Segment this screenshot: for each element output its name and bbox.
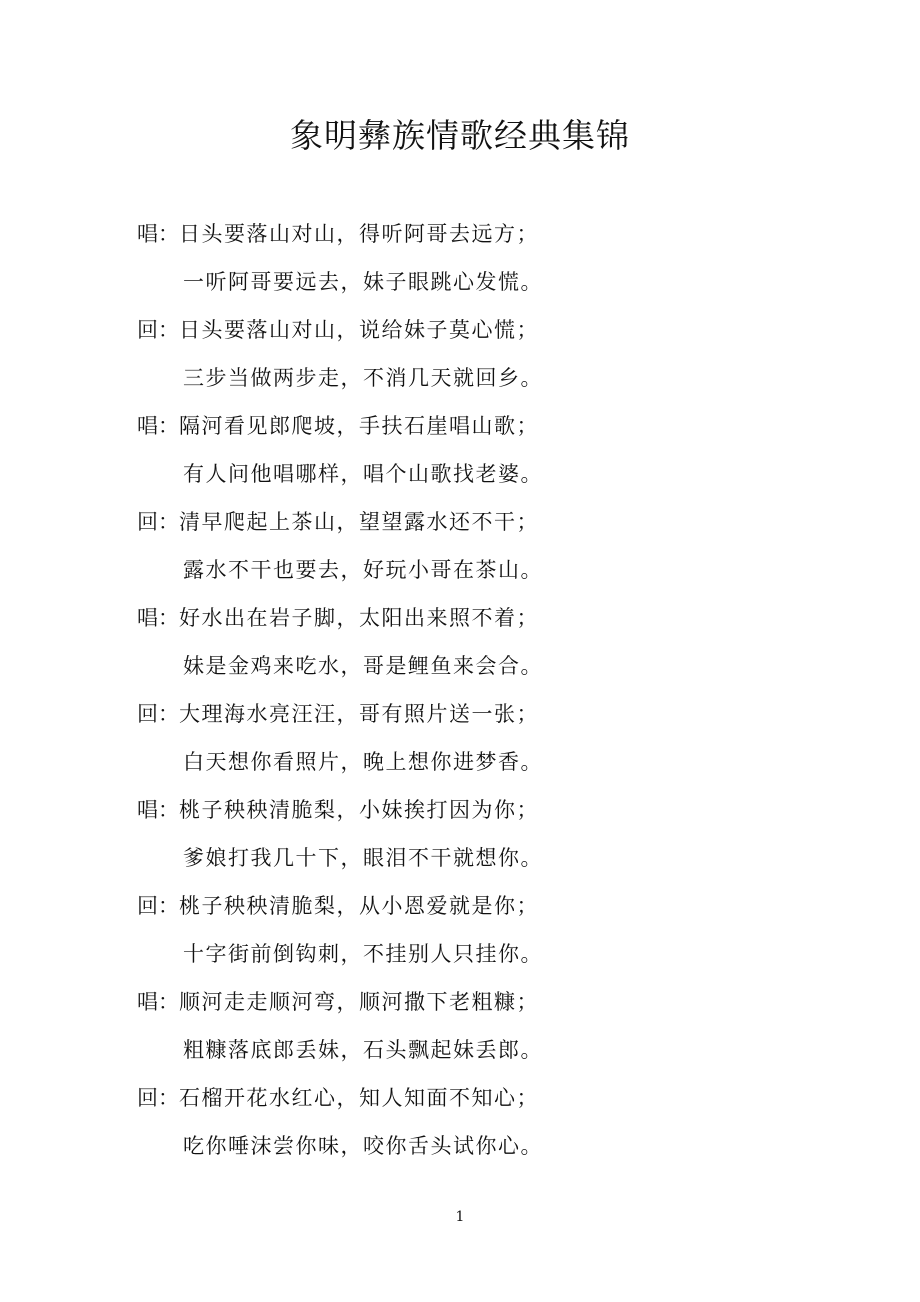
verse: [137, 594, 837, 690]
verse-first-line: [137, 594, 837, 642]
verse-first-line: [137, 306, 837, 354]
speaker-marker: 唱：: [137, 222, 179, 246]
verse-second-line: 有人问他唱哪样，唱个山歌找老婆。: [183, 462, 543, 486]
verse-line-text: 清早爬起上茶山，望望露水还不干；: [179, 510, 539, 534]
verse-first-line: [137, 402, 837, 450]
verse-second-line: 一听阿哥要远去，妹子眼跳心发慌。: [183, 270, 543, 294]
verse-first-line: [137, 210, 837, 258]
verse: [137, 402, 837, 498]
verse: [137, 1074, 837, 1170]
verse: [137, 690, 837, 786]
verse-second-line: 妹是金鸡来吃水，哥是鲤鱼来会合。: [183, 654, 543, 678]
speaker-marker: 唱：: [137, 798, 179, 822]
speaker-marker: 唱：: [137, 414, 179, 438]
verse-second-line: 十字街前倒钩刺，不挂别人只挂你。: [183, 942, 543, 966]
verse: [137, 498, 837, 594]
speaker-marker: 回：: [137, 894, 179, 918]
verse: [137, 786, 837, 882]
verse: [137, 306, 837, 402]
verse-first-line: [137, 690, 837, 738]
verse-line-text: 顺河走走顺河弯，顺河撒下老粗糠；: [179, 990, 539, 1014]
verse-first-line: [137, 786, 837, 834]
verse-line-text: 隔河看见郎爬坡，手扶石崖唱山歌；: [179, 414, 539, 438]
verse: [137, 978, 837, 1074]
verse-second-line: 三步当做两步走，不消几天就回乡。: [183, 366, 543, 390]
speaker-marker: 回：: [137, 1086, 179, 1110]
verse-line-text: 石榴开花水红心，知人知面不知心；: [179, 1086, 539, 1110]
verse-line-text: 日头要落山对山，得听阿哥去远方；: [179, 222, 539, 246]
verse-line-text: 好水出在岩子脚，太阳出来照不着；: [179, 606, 539, 630]
verse-first-line: [137, 882, 837, 930]
verse-second-line: 粗糠落底郎丢妹，石头飘起妹丢郎。: [183, 1038, 543, 1062]
speaker-marker: 唱：: [137, 606, 179, 630]
document-title: 象明彝族情歌经典集锦: [290, 116, 630, 155]
speaker-marker: 唱：: [137, 990, 179, 1014]
verse: [137, 882, 837, 978]
verse-line-text: 桃子秧秧清脆梨，小妹挨打因为你；: [179, 798, 539, 822]
page-number: 1: [455, 1209, 465, 1225]
verse: [137, 210, 837, 306]
verse-first-line: [137, 1074, 837, 1122]
verse-first-line: [137, 978, 837, 1026]
speaker-marker: 回：: [137, 318, 179, 342]
speaker-marker: 回：: [137, 702, 179, 726]
verse-line-text: 桃子秧秧清脆梨，从小恩爱就是你；: [179, 894, 539, 918]
verse-line-text: 大理海水亮汪汪，哥有照片送一张；: [179, 702, 539, 726]
verse-second-line: 吃你唾沫尝你味，咬你舌头试你心。: [183, 1134, 543, 1158]
verse-second-line: 露水不干也要去，好玩小哥在茶山。: [183, 558, 543, 582]
verse-second-line: 白天想你看照片，晚上想你进梦香。: [183, 750, 543, 774]
verse-line-text: 日头要落山对山，说给妹子莫心慌；: [179, 318, 539, 342]
verse-list: [137, 210, 837, 1170]
verse-first-line: [137, 498, 837, 546]
speaker-marker: 回：: [137, 510, 179, 534]
verse-second-line: 爹娘打我几十下，眼泪不干就想你。: [183, 846, 543, 870]
